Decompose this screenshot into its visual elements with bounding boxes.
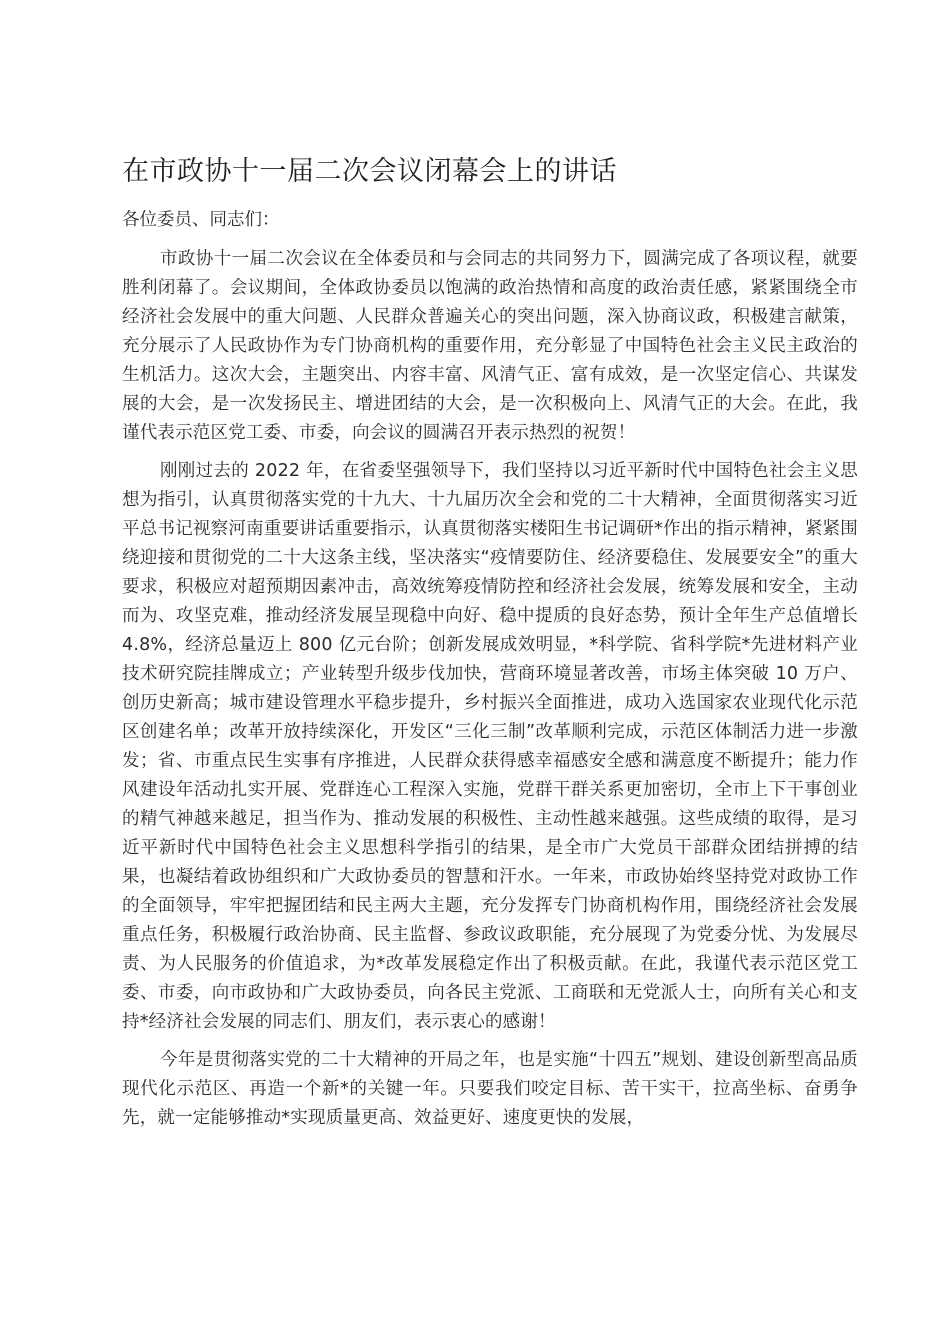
paragraph-review-2022: 刚刚过去的 2022 年，在省委坚强领导下，我们坚持以习近平新时代中国特色社会主义思想为指引，认真贯彻落实党的十九大、十九届历次全会和党的二十大精神，全面贯彻落实习近平总书记视察河南重要讲话重要指示，认真贯彻落实楼阳生书记调研*作出的指示精神，紧紧围绕迎接和贯彻党的二十大这条主线，坚决落实“疫情要防住、经济要稳住、发展要安全”的重大要求，积极应对超预期因素冲击，高效统筹疫情防控和经济社会发展，统筹发展和安全，主动而为、攻坚克难，推动经济发展呈现稳中向好、稳中提质的良好态势，预计全年生产总值增长 4.8%，经济总量迈上 800 亿元台阶；创新发展成效明显，*科学院、省科学院*先进材料产业技术研究院挂牌成立；产业转型升级步伐加快，营商环境显著改善，市场主体突破 10 万户、创历史新高；城市建设管理水平稳步提升，乡村振兴全面推进，成功入选国家农业现代化示范区创建名单；改革开放持续深化，开发区“三化三制”改革顺利完成，示范区体制活力进一步激发；省、市重点民生实事有序推进，人民群众获得感幸福感安全感和满意度不断提升；能力作风建设年活动扎实开展、党群连心工程深入实施，党群干群关系更加密切，全市上下干事创业的精气神越来越足，担当作为、推动发展的积极性、主动性越来越强。这些成绩的取得，是习近平新时代中国特色社会主义思想科学指引的结果，是全市广大党员干部群众团结拼搏的结果，也凝结着政协组织和广大政协委员的智慧和汗水。一年来，市政协始终坚持党对政协工作的全面领导，牢牢把握团结和民主两大主题，充分发挥专门协商机构作用，围绕经济社会发展重点任务，积极履行政治协商、民主监督、参政议政职能，充分展现了为党委分忧、为发展尽责、为人民服务的价值追求，为*改革发展稳定作出了积极贡献。在此，我谨代表示范区党工委、市委，向市政协和广大政协委员，向各民主党派、工商联和无党派人士，向所有关心和支持*经济社会发展的同志们、朋友们，表示衷心的感谢！ <box>122 461 858 1032</box>
salutation: 各位委员、同志们： <box>122 210 280 230</box>
paragraph-opening: 市政协十一届二次会议在全体委员和与会同志的共同努力下，圆满完成了各项议程，就要胜利闭幕了。会议期间，全体政协委员以饱满的政治热情和高度的政治责任感，紧紧围绕全市经济社会发展中的重大问题、人民群众普遍关心的突出问题，深入协商议政，积极建言献策，充分展示了人民政协作为专门协商机构的重要作用，充分彰显了中国特色社会主义民主政治的生机活力。这次大会，主题突出、内容丰富、风清气正、富有成效，是一次坚定信心、共谋发展的大会，是一次发扬民主、增进团结的大会，是一次积极向上、风清气正的大会。在此，我谨代表示范区党工委、市委，向会议的圆满召开表示热烈的祝贺！ <box>122 249 858 443</box>
paragraph-outlook: 今年是贯彻落实党的二十大精神的开局之年，也是实施“十四五”规划、建设创新型高品质现代化示范区、再造一个新*的关键一年。只要我们咬定目标、苦干实干，拉高坐标、奋勇争先，就一定能够推动*实现质量更高、效益更好、速度更快的发展， <box>122 1050 858 1128</box>
document-title: 在市政协十一届二次会议闭幕会上的讲话 <box>122 156 617 187</box>
document-body <box>122 150 858 1142</box>
